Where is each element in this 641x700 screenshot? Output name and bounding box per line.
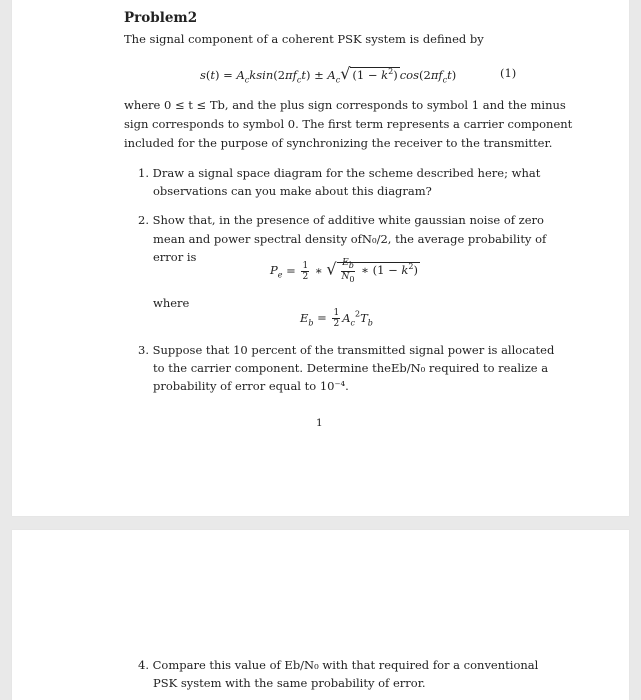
equation-number: (1)	[500, 66, 517, 80]
question-2-line-3: error is	[153, 250, 197, 264]
equation-error-probability: $P_e$ = $\frac{1}{2}$ ∗ √ $\frac{E_b}{N_0}$ ∗ $(1 - k^2)$	[270, 258, 418, 284]
question-4-line-1: 4. Compare this value of Eb/N₀ with that required for a conventional	[138, 658, 539, 672]
question-4-line-2: PSK system with the same probability of error.	[153, 676, 426, 690]
description-line-1: where 0 ≤ t ≤ Tb, and the plus sign corresponds to symbol 1 and the minus	[124, 98, 566, 112]
equation-signal: $s(t) = A_cksin(2\pi f_ct) \pm A_c√$ $(1 - k^2)$ $\cos(2\pi f_ct)$	[200, 64, 457, 85]
question-3-line-2: to the carrier component. Determine theEb/N₀ required to realize a	[153, 361, 549, 375]
description-line-2: sign corresponds to symbol 0. The first term represents a carrier component	[124, 117, 573, 131]
description-line-3: included for the purpose of synchronizing the receiver to the transmitter.	[124, 136, 553, 150]
problem-title: Problem2	[124, 10, 198, 26]
question-2-line-2: mean and power spectral density ofN₀/2, the average probability of	[153, 232, 547, 246]
where-label: where	[153, 296, 190, 310]
equation-bit-energy: $E_b$ = $\frac{1}{2}$ $A_c^2T_b$	[300, 308, 373, 329]
page-number: 1	[316, 417, 323, 429]
question-1-line-1: 1. Draw a signal space diagram for the scheme described here; what	[138, 166, 541, 180]
question-3-line-1: 3. Suppose that 10 percent of the transmitted signal power is allocated	[138, 343, 555, 357]
question-2-line-1: 2. Show that, in the presence of additive white gaussian noise of zero	[138, 213, 544, 227]
page-1	[12, 0, 629, 516]
intro-text: The signal component of a coherent PSK system is defined by	[124, 32, 484, 46]
question-1-line-2: observations can you make about this diagram?	[153, 184, 432, 198]
question-3-line-3: probability of error equal to 10⁻⁴.	[153, 379, 349, 393]
page-2	[12, 530, 629, 700]
